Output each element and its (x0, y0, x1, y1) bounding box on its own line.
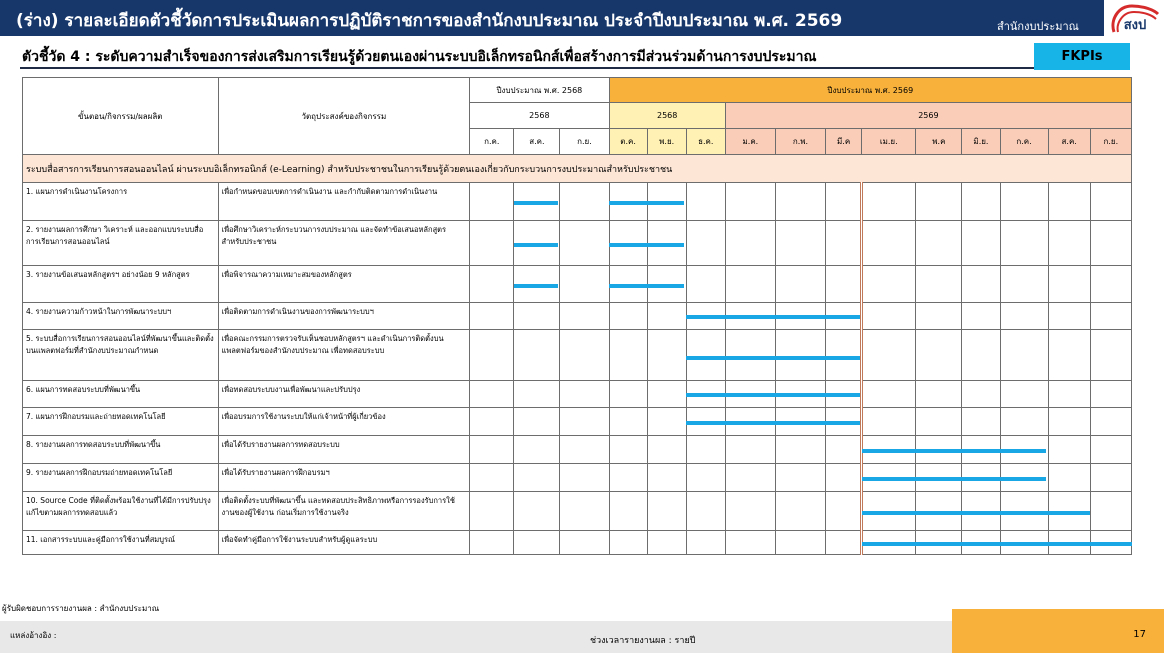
month-header: พ.ค (916, 129, 962, 155)
page-number-block (952, 609, 1164, 653)
month-cell (1048, 436, 1090, 464)
month-header: ก.ย. (560, 129, 609, 155)
month-cell (962, 266, 1000, 303)
month-cell (862, 492, 916, 531)
activity-step: 10. Source Code ที่ติดตั้งพร้อมใช้งานที่ได้มีการปรับปรุงแก้ไขตามผลการทดสอบแล้ว (23, 492, 219, 531)
month-cell (686, 221, 725, 266)
month-cell (916, 183, 962, 221)
activity-step: 11. เอกสารระบบและคู่มือการใช้งานที่สมบูรณ์ (23, 531, 219, 555)
month-cell (826, 436, 862, 464)
month-cell (609, 266, 647, 303)
col-header-steps: ขั้นตอน/กิจกรรม/ผลผลิต (23, 78, 219, 155)
month-cell (470, 303, 514, 330)
month-cell (916, 436, 962, 464)
month-cell (916, 492, 962, 531)
month-cell (514, 381, 560, 408)
month-cell (1090, 381, 1131, 408)
month-cell (1000, 492, 1048, 531)
month-cell (1000, 330, 1048, 381)
month-cell (514, 436, 560, 464)
month-cell (1048, 183, 1090, 221)
month-header: ก.ค. (1000, 129, 1048, 155)
month-cell (560, 381, 609, 408)
activity-purpose: เพื่อติดตั้งระบบที่พัฒนาขึ้น และทดสอบประสิทธิภาพหรือการรองรับการใช้งานของผู้ใช้งาน ก่อนเริ่มการใช้งานจริง (218, 492, 470, 531)
table-row (23, 408, 1132, 436)
month-cell (514, 266, 560, 303)
month-cell (514, 531, 560, 555)
month-cell (1000, 436, 1048, 464)
month-cell (1048, 303, 1090, 330)
month-cell (470, 381, 514, 408)
activity-purpose: เพื่อติดตามการดำเนินงานของการพัฒนาระบบฯ (218, 303, 470, 330)
month-cell (916, 408, 962, 436)
year-header-2568-b: 2568 (609, 103, 725, 129)
month-cell (647, 381, 686, 408)
month-cell (862, 303, 916, 330)
month-cell (1048, 531, 1090, 555)
month-cell (560, 492, 609, 531)
month-cell (609, 221, 647, 266)
month-cell (1090, 266, 1131, 303)
month-cell (916, 531, 962, 555)
month-cell (725, 183, 775, 221)
page-number: 17 (1133, 629, 1146, 640)
month-cell (1048, 408, 1090, 436)
month-cell (1090, 531, 1131, 555)
activity-step: 6. แผนการทดสอบระบบที่พัฒนาขึ้น (23, 381, 219, 408)
month-cell (647, 492, 686, 531)
month-cell (962, 464, 1000, 492)
month-cell (826, 303, 862, 330)
month-cell (725, 303, 775, 330)
month-header: ส.ค. (514, 129, 560, 155)
month-cell (775, 303, 825, 330)
month-header: มิ.ย. (962, 129, 1000, 155)
month-header: ส.ค. (1048, 129, 1090, 155)
table-row (23, 381, 1132, 408)
fy2569-header: ปีงบประมาณ พ.ศ. 2569 (609, 78, 1131, 103)
month-cell (962, 492, 1000, 531)
month-cell (1048, 381, 1090, 408)
year-header-2569: 2569 (725, 103, 1131, 129)
table-row (23, 221, 1132, 266)
table-row (23, 183, 1132, 221)
month-cell (514, 183, 560, 221)
month-cell (962, 436, 1000, 464)
month-cell (1048, 492, 1090, 531)
month-cell (686, 266, 725, 303)
month-cell (862, 436, 916, 464)
activity-purpose: เพื่อคณะกรรมการตรวจรับเห็นชอบหลักสูตรฯ และดำเนินการติดตั้งบนแพลตฟอร์มของสำนักงบประมาณ เพื่อทดสอบระบบ (218, 330, 470, 381)
activity-step: 2. รายงานผลการศึกษา วิเคราะห์ และออกแบบระบบสื่อการเรียนการสอนออนไลน์ (23, 221, 219, 266)
month-header: ม.ค. (725, 129, 775, 155)
month-cell (560, 221, 609, 266)
month-cell (686, 183, 725, 221)
month-header: ก.ค. (470, 129, 514, 155)
activity-step: 5. ระบบสื่อการเรียนการสอนออนไลน์ที่พัฒนาขึ้นและติดตั้งบนแพลตฟอร์มที่สำนักงบประมาณกำหนด (23, 330, 219, 381)
month-cell (1048, 221, 1090, 266)
section-heading: ระบบสื่อสารการเรียนการสอนออนไลน์ ผ่านระบบอิเล็กทรอนิกส์ (e-Learning) สำหรับประชาชนในการเรียนรู้ด้วยตนเองเกี่ยวกับกระบวนการงบประมาณสำหรับประชาชน (23, 155, 1132, 183)
month-cell (560, 408, 609, 436)
kpi-title: ตัวชี้วัด 4 : ระดับความสำเร็จของการส่งเสริมการเรียนรู้ด้วยตนเองผ่านระบบอิเล็กทรอนิกส์เพื่อสร้างการมีส่วนร่วมด้านการงบประมาณ (22, 49, 817, 65)
month-cell (686, 492, 725, 531)
month-cell (560, 266, 609, 303)
activity-purpose: เพื่อศึกษาวิเคราะห์กระบวนการงบประมาณ และจัดทำข้อเสนอหลักสูตรสำหรับประชาชน (218, 221, 470, 266)
col-header-purpose: วัตถุประสงค์ของกิจกรรม (218, 78, 470, 155)
month-cell (686, 330, 725, 381)
month-cell (609, 492, 647, 531)
month-header: เม.ย. (862, 129, 916, 155)
activity-step: 1. แผนการดำเนินงานโครงการ (23, 183, 219, 221)
month-cell (514, 464, 560, 492)
month-cell (962, 531, 1000, 555)
month-cell (916, 266, 962, 303)
month-cell (1048, 464, 1090, 492)
month-cell (609, 330, 647, 381)
month-cell (470, 408, 514, 436)
month-cell (725, 266, 775, 303)
table-row (23, 464, 1132, 492)
month-cell (686, 531, 725, 555)
month-cell (962, 381, 1000, 408)
month-cell (686, 408, 725, 436)
month-cell (962, 221, 1000, 266)
month-cell (725, 221, 775, 266)
month-header: ต.ค. (609, 129, 647, 155)
month-cell (1000, 464, 1048, 492)
month-cell (916, 381, 962, 408)
month-cell (862, 221, 916, 266)
month-cell (1090, 436, 1131, 464)
month-cell (862, 531, 916, 555)
month-cell (725, 531, 775, 555)
page-title: (ร่าง) รายละเอียดตัวชี้วัดการประเมินผลการปฏิบัติราชการของสำนักงบประมาณ ประจำปีงบประมาณ พ.ศ. 2569 (16, 11, 843, 31)
activity-rows (23, 183, 1132, 555)
table-row (23, 492, 1132, 531)
fy2568-header: ปีงบประมาณ พ.ศ. 2568 (470, 78, 609, 103)
month-cell (609, 464, 647, 492)
month-cell (470, 266, 514, 303)
activity-step: 9. รายงานผลการฝึกอบรมถ่ายทอดเทคโนโลยี (23, 464, 219, 492)
month-cell (962, 330, 1000, 381)
month-cell (962, 183, 1000, 221)
month-cell (862, 330, 916, 381)
month-cell (609, 436, 647, 464)
month-cell (775, 408, 825, 436)
month-cell (1090, 221, 1131, 266)
header-org: สำนักงบประมาณ (997, 20, 1079, 33)
month-cell (1090, 183, 1131, 221)
month-header: ธ.ค. (686, 129, 725, 155)
month-cell (725, 408, 775, 436)
budget-bureau-logo-icon (1108, 2, 1162, 36)
month-cell (560, 531, 609, 555)
month-cell (514, 408, 560, 436)
activity-step: 8. รายงานผลการทดสอบระบบที่พัฒนาขึ้น (23, 436, 219, 464)
month-cell (1000, 531, 1048, 555)
month-cell (609, 408, 647, 436)
month-cell (775, 492, 825, 531)
month-cell (826, 531, 862, 555)
month-cell (1000, 266, 1048, 303)
month-cell (609, 531, 647, 555)
month-cell (1048, 266, 1090, 303)
month-cell (647, 436, 686, 464)
activity-purpose: เพื่อพิจารณาความเหมาะสมของหลักสูตร (218, 266, 470, 303)
activity-plan-table (22, 77, 1132, 555)
month-cell (686, 303, 725, 330)
month-cell (826, 183, 862, 221)
month-cell (686, 464, 725, 492)
table-row (23, 266, 1132, 303)
month-cell (609, 303, 647, 330)
month-cell (916, 464, 962, 492)
month-cell (725, 381, 775, 408)
month-cell (1000, 408, 1048, 436)
month-cell (826, 408, 862, 436)
activity-purpose: เพื่อได้รับรายงานผลการฝึกอบรมฯ (218, 464, 470, 492)
month-cell (514, 492, 560, 531)
month-cell (962, 408, 1000, 436)
month-cell (916, 330, 962, 381)
activity-purpose: เพื่อกำหนดขอบเขตการดำเนินงาน และกำกับติดตามการดำเนินงาน (218, 183, 470, 221)
month-cell (1090, 303, 1131, 330)
month-cell (1090, 492, 1131, 531)
month-cell (560, 303, 609, 330)
logo-text: สงป (1123, 18, 1147, 33)
plan-table-area (22, 77, 1132, 597)
year-header-2568-a: 2568 (470, 103, 609, 129)
month-cell (775, 436, 825, 464)
month-cell (862, 266, 916, 303)
header-bar (0, 0, 1104, 36)
month-cell (560, 464, 609, 492)
activity-purpose: เพื่อทดสอบระบบงานเพื่อพัฒนาและปรับปรุง (218, 381, 470, 408)
month-cell (686, 436, 725, 464)
month-cell (862, 408, 916, 436)
month-cell (647, 183, 686, 221)
month-cell (862, 381, 916, 408)
month-cell (470, 492, 514, 531)
month-cell (826, 464, 862, 492)
month-cell (1000, 303, 1048, 330)
month-cell (725, 464, 775, 492)
month-cell (775, 183, 825, 221)
page-header (0, 0, 1164, 36)
footer-bar (0, 621, 952, 653)
month-cell (609, 381, 647, 408)
month-cell (775, 381, 825, 408)
month-cell (1000, 221, 1048, 266)
month-cell (725, 436, 775, 464)
month-cell (826, 330, 862, 381)
month-cell (775, 266, 825, 303)
month-cell (775, 531, 825, 555)
month-header: ก.พ. (775, 129, 825, 155)
month-cell (962, 303, 1000, 330)
month-cell (775, 221, 825, 266)
month-header: พ.ย. (647, 129, 686, 155)
month-cell (647, 303, 686, 330)
month-cell (686, 381, 725, 408)
month-cell (470, 183, 514, 221)
activity-purpose: เพื่ออบรมการใช้งานระบบให้แก่เจ้าหน้าที่ผู้เกี่ยวข้อง (218, 408, 470, 436)
month-cell (560, 183, 609, 221)
month-cell (514, 303, 560, 330)
activity-step: 4. รายงานความก้าวหน้าในการพัฒนาระบบฯ (23, 303, 219, 330)
month-cell (916, 221, 962, 266)
month-cell (470, 221, 514, 266)
month-cell (647, 464, 686, 492)
month-cell (826, 221, 862, 266)
month-cell (775, 330, 825, 381)
month-cell (647, 266, 686, 303)
month-cell (470, 436, 514, 464)
reference-label: แหล่งอ้างอิง : (10, 631, 57, 640)
month-cell (560, 330, 609, 381)
activity-purpose: เพื่อจัดทำคู่มือการใช้งานระบบสำหรับผู้ดูแลระบบ (218, 531, 470, 555)
activity-step: 7. แผนการฝึกอบรมและถ่ายทอดเทคโนโลยี (23, 408, 219, 436)
table-row (23, 303, 1132, 330)
month-cell (470, 531, 514, 555)
month-cell (725, 330, 775, 381)
month-cell (1000, 381, 1048, 408)
month-cell (647, 408, 686, 436)
month-cell (1048, 330, 1090, 381)
month-cell (470, 464, 514, 492)
month-cell (916, 303, 962, 330)
title-divider (20, 67, 1130, 69)
month-cell (647, 221, 686, 266)
activity-step: 3. รายงานข้อเสนอหลักสูตรฯ อย่างน้อย 9 หลักสูตร (23, 266, 219, 303)
month-cell (862, 464, 916, 492)
table-row (23, 531, 1132, 555)
month-cell (514, 330, 560, 381)
month-cell (862, 183, 916, 221)
month-cell (1090, 330, 1131, 381)
month-cell (826, 492, 862, 531)
activity-purpose: เพื่อได้รับรายงานผลการทดสอบระบบ (218, 436, 470, 464)
month-cell (1090, 408, 1131, 436)
month-cell (1090, 464, 1131, 492)
month-cell (647, 531, 686, 555)
month-header: มี.ค (826, 129, 862, 155)
month-cell (647, 330, 686, 381)
month-cell (826, 381, 862, 408)
month-header: ก.ย. (1090, 129, 1131, 155)
month-cell (1000, 183, 1048, 221)
month-cell (514, 221, 560, 266)
month-cell (775, 464, 825, 492)
table-row (23, 330, 1132, 381)
month-cell (560, 436, 609, 464)
month-cell (470, 330, 514, 381)
reporting-period: ช่วงเวลารายงานผล : รายปี (590, 636, 696, 646)
month-cell (609, 183, 647, 221)
fkpi-badge: FKPIs (1034, 43, 1130, 70)
month-cell (725, 492, 775, 531)
month-cell (826, 266, 862, 303)
responsible-note: ผู้รับผิดชอบการรายงานผล : สำนักงบประมาณ (2, 604, 160, 613)
table-row (23, 436, 1132, 464)
